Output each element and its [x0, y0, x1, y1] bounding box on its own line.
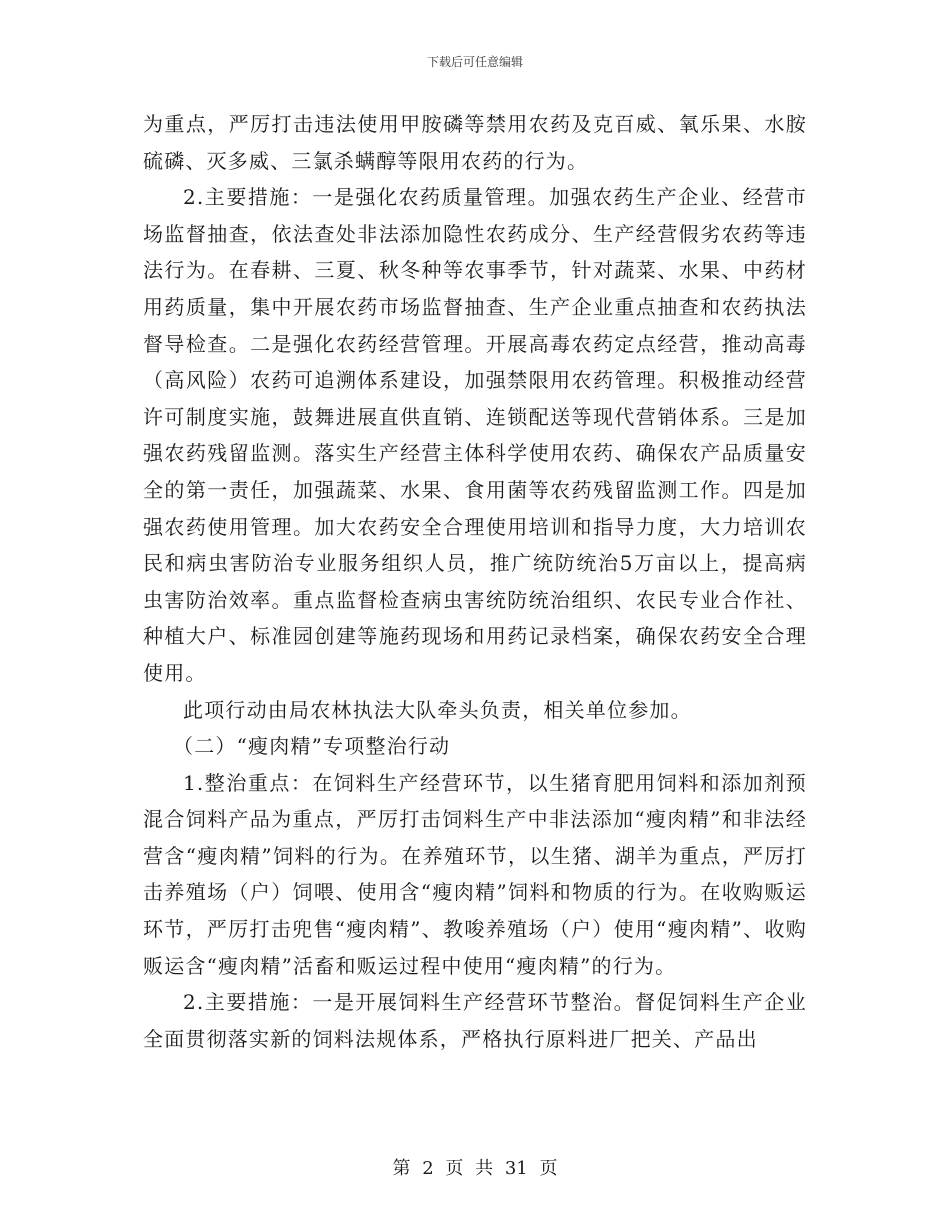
- paragraph-3: 此项行动由局农林执法大队牵头负责，相关单位参加。: [183, 697, 692, 722]
- section-heading: （二）“瘦肉精”专项整治行动: [173, 734, 451, 759]
- paragraph-1: 为重点，严厉打击违法使用甲胺磷等禁用农药及克百威、氧乐果、水胺硫磷、灭多威、三氯杀螨醇等限用农药的行为。: [143, 112, 807, 173]
- paragraph-2: 2.主要措施：一是强化农药质量管理。加强农药生产企业、经营市场监督抽查，依法查处非法添加隐性农药成分、生产经营假劣农药等违法行为。在春耕、三夏、秋冬种等农事季节，针对蔬菜、水果、中药材用药质量，集中开展农药市场监督抽查、生产企业重点抽查和农药执法督导检查。二是强化农药经营管理。开展高毒农药定点经营，推动高毒（高风险）农药可追溯体系建设，加强禁限用农药管理。积极推动经营许可制度实施，鼓舞进展直供直销、连锁配送等现代营销体系。三是加强农药残留监测。落实生产经营主体科学使用农药、确保农产品质量安全的第一责任，加强蔬菜、水果、食用菌等农药残留监测工作。四是加强农药使用管理。加大农药安全合理使用培训和指导力度，大力培训农民和病虫害防治专业服务组织人员，推广统防统治5万亩以上，提高病虫害防治效率。重点监督检查病虫害统防统治组织、农民专业合作社、种植大户、标准园创建等施药现场和用药记录档案，确保农药安全合理使用。: [143, 185, 807, 685]
- page-header: 下载后可任意编辑: [426, 55, 523, 69]
- paragraph-5: 2.主要措施：一是开展饲料生产经营环节整治。督促饲料生产企业全面贯彻落实新的饲料法规体系，严格执行原料进厂把关、产品出: [143, 990, 807, 1051]
- page-footer: 第 2 页 共 31 页: [392, 1158, 558, 1179]
- paragraph-4: 1.整治重点：在饲料生产经营环节，以生猪育肥用饲料和添加剂预混合饲料产品为重点，严厉打击饲料生产中非法添加“瘦肉精”和非法经营含“瘦肉精”饲料的行为。在养殖环节，以生猪、湖羊为重点，严厉打击养殖场（户）饲喂、使用含“瘦肉精”饲料和物质的行为。在收购贩运环节，严厉打击兜售“瘦肉精”、教唆养殖场（户）使用“瘦肉精”、收购贩运含“瘦肉精”活畜和贩运过程中使用“瘦肉精”的行为。: [143, 770, 807, 978]
- document-body: [143, 106, 807, 1057]
